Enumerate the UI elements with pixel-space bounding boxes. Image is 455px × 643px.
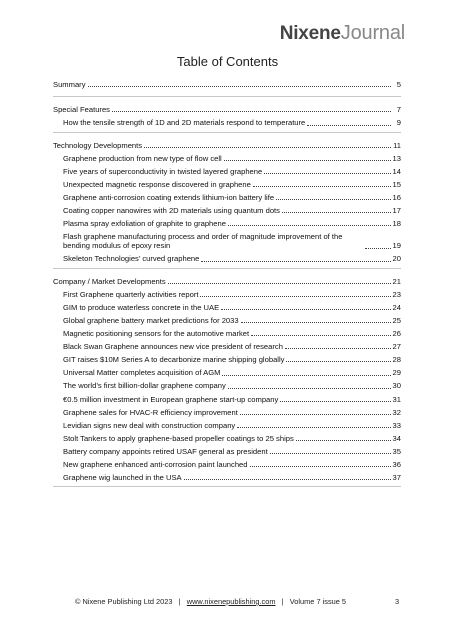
toc-entry[interactable] xyxy=(63,118,401,127)
dot-leader xyxy=(365,248,391,249)
toc-entry-title: Skeleton Technologies’ curved graphene xyxy=(63,254,200,264)
footer-volume: Volume 7 issue 5 xyxy=(289,597,347,606)
footer-copyright: © Nixene Publishing Ltd 2023 xyxy=(75,597,173,606)
toc-page-number: 17 xyxy=(392,205,401,215)
toc-page-number: 14 xyxy=(392,166,401,176)
toc-entry[interactable] xyxy=(63,355,401,364)
toc-entry-title: Graphene production from new type of flow cell xyxy=(63,153,222,163)
dot-leader xyxy=(276,199,390,200)
dot-leader xyxy=(237,427,390,428)
dot-leader xyxy=(222,375,390,376)
dot-leader xyxy=(144,147,391,148)
dot-leader xyxy=(286,361,390,362)
toc-page-number: 11 xyxy=(393,140,401,150)
toc-section xyxy=(53,133,401,269)
toc-page-number: 28 xyxy=(392,355,401,365)
dot-leader xyxy=(285,348,391,349)
toc-entry-title: First Graphene quarterly activities report xyxy=(63,289,199,299)
masthead-brand: Nixene xyxy=(279,23,341,44)
toc-entry[interactable] xyxy=(63,342,401,351)
toc-page-number: 37 xyxy=(392,473,401,483)
toc-entry-title: New graphene enhanced anti-corrosion paint launched xyxy=(63,459,248,469)
toc-entry-title: Special Features xyxy=(53,105,110,115)
toc-page-number: 26 xyxy=(392,329,401,339)
dot-leader xyxy=(250,466,391,467)
toc-section xyxy=(53,72,401,97)
toc-entry[interactable] xyxy=(63,434,401,443)
toc-entry-title: GIM to produce waterless concrete in the UAE xyxy=(63,302,220,312)
toc-entry-title: Summary xyxy=(53,80,86,89)
dot-leader xyxy=(253,186,391,187)
dot-leader xyxy=(112,111,391,112)
toc-page-number: 24 xyxy=(392,302,401,312)
dot-leader xyxy=(221,309,390,310)
toc-entry-title: Stolt Tankers to apply graphene-based propeller coatings to 25 ships xyxy=(63,433,294,443)
toc-page-number: 35 xyxy=(392,446,401,456)
page-title: Table of Contents xyxy=(176,54,279,69)
toc-entry[interactable] xyxy=(63,154,401,163)
toc-entry[interactable] xyxy=(63,232,401,250)
footer-separator: | xyxy=(281,597,284,606)
masthead-sub: Journal xyxy=(340,22,405,44)
toc-page-number: 33 xyxy=(392,420,401,430)
toc-entry[interactable] xyxy=(63,381,401,390)
toc-entry[interactable] xyxy=(63,408,401,417)
toc-page-number: 16 xyxy=(392,192,401,202)
toc-entry-title: The world’s first billion-dollar graphene company xyxy=(63,381,226,391)
dot-leader xyxy=(228,225,391,226)
toc-section-heading[interactable] xyxy=(53,141,401,150)
footer-page-number: 3 xyxy=(395,597,400,606)
toc-page-number: 21 xyxy=(392,276,401,286)
toc-entry[interactable] xyxy=(63,329,401,338)
toc-page-number: 13 xyxy=(392,153,401,163)
dot-leader xyxy=(296,440,391,441)
toc-section-heading[interactable] xyxy=(53,105,401,114)
toc-section-heading[interactable] xyxy=(53,277,401,286)
toc-entry-title: Graphene wig launched in the USA xyxy=(63,473,182,483)
toc-entry[interactable] xyxy=(63,206,401,215)
toc-page-number: 31 xyxy=(392,394,401,404)
toc-entry-title: Five years of superconductivity in twisted layered graphene xyxy=(63,166,263,176)
toc-entry-title: Levidian signs new deal with construction company xyxy=(63,420,236,430)
dot-leader xyxy=(184,479,391,480)
toc-entry[interactable] xyxy=(63,395,401,404)
toc-entry-title: Black Swan Graphene announces new vice president of research xyxy=(63,342,283,352)
toc-page-number: 9 xyxy=(396,118,401,128)
dot-leader xyxy=(201,261,390,262)
toc-entry-title: €0.5 million investment in European graphene start-up company xyxy=(63,394,279,404)
dot-leader xyxy=(280,401,390,402)
dot-leader xyxy=(270,453,391,454)
toc-page-number: 19 xyxy=(392,241,401,251)
toc-entry-title: Plasma spray exfoliation of graphite to graphene xyxy=(63,219,226,229)
dot-leader xyxy=(264,173,390,174)
toc-entry[interactable] xyxy=(63,316,401,325)
toc-entry-title: Unexpected magnetic response discovered in graphene xyxy=(63,179,251,189)
toc-page-number: 34 xyxy=(392,433,401,443)
toc-entry[interactable] xyxy=(63,368,401,377)
toc-entry[interactable] xyxy=(63,290,401,299)
toc-page-number: 27 xyxy=(392,342,401,352)
dot-leader xyxy=(240,414,391,415)
toc-entry[interactable] xyxy=(63,254,401,263)
toc-entry-title: Universal Matter completes acquisition of AGM xyxy=(63,368,221,378)
toc-entry-title: Magnetic positioning sensors for the automotive market xyxy=(63,329,250,339)
toc-entry[interactable] xyxy=(63,167,401,176)
toc-page-number: 5 xyxy=(396,80,401,89)
toc-entry-title: GIT raises $10M Series A to decarbonize marine shipping globally xyxy=(63,355,285,365)
toc-entry-title: Graphene sales for HVAC-R efficiency improvement xyxy=(63,407,238,417)
toc-page-number: 30 xyxy=(392,381,401,391)
dot-leader xyxy=(241,322,391,323)
dot-leader xyxy=(200,296,390,297)
table-of-contents xyxy=(53,72,401,487)
toc-page-number: 32 xyxy=(392,407,401,417)
toc-entry-title: Graphene anti-corrosion coating extends lithium-ion battery life xyxy=(63,192,275,202)
toc-entry[interactable] xyxy=(63,460,401,469)
toc-page-number: 20 xyxy=(392,254,401,264)
toc-page-number: 36 xyxy=(392,459,401,469)
dot-leader xyxy=(228,388,391,389)
toc-section-heading[interactable] xyxy=(53,80,401,89)
toc-entry-title: Coating copper nanowires with 2D materials using quantum dots xyxy=(63,205,280,215)
dot-leader xyxy=(224,160,391,161)
toc-page-number: 29 xyxy=(392,368,401,378)
toc-entry-title: Company / Market Developments xyxy=(53,276,166,286)
toc-entry[interactable] xyxy=(63,447,401,456)
toc-page-number: 25 xyxy=(392,315,401,325)
toc-page-number: 7 xyxy=(396,105,401,115)
toc-entry[interactable] xyxy=(63,473,401,482)
toc-entry-title: Global graphene battery market predictions for 2033 xyxy=(63,315,239,325)
footer-text xyxy=(75,597,346,606)
dot-leader xyxy=(88,86,392,87)
footer-website-link[interactable]: www.nixenepublishing.com xyxy=(186,597,276,606)
toc-entry[interactable] xyxy=(63,180,401,189)
toc-section xyxy=(53,269,401,488)
toc-entry-title: Technology Developments xyxy=(53,140,143,150)
toc-entry[interactable] xyxy=(63,303,401,312)
dot-leader xyxy=(168,283,391,284)
toc-entry-title: Flash graphene manufacturing process and order of magnitude improvement of the bending modulus of epoxy resin xyxy=(63,232,343,251)
journal-masthead xyxy=(280,22,405,45)
toc-page-number: 23 xyxy=(392,289,401,299)
toc-entry[interactable] xyxy=(63,193,401,202)
toc-page-number: 15 xyxy=(392,179,401,189)
toc-page-number: 18 xyxy=(392,219,401,229)
toc-entry[interactable] xyxy=(63,421,401,430)
dot-leader xyxy=(251,335,390,336)
dot-leader xyxy=(282,212,391,213)
footer-separator: | xyxy=(178,597,181,606)
dot-leader xyxy=(307,125,391,126)
toc-entry-title: How the tensile strength of 1D and 2D materials respond to temperature xyxy=(63,118,306,128)
toc-entry[interactable] xyxy=(63,219,401,228)
toc-section xyxy=(53,97,401,132)
toc-entry-title: Battery company appoints retired USAF general as president xyxy=(63,446,268,456)
